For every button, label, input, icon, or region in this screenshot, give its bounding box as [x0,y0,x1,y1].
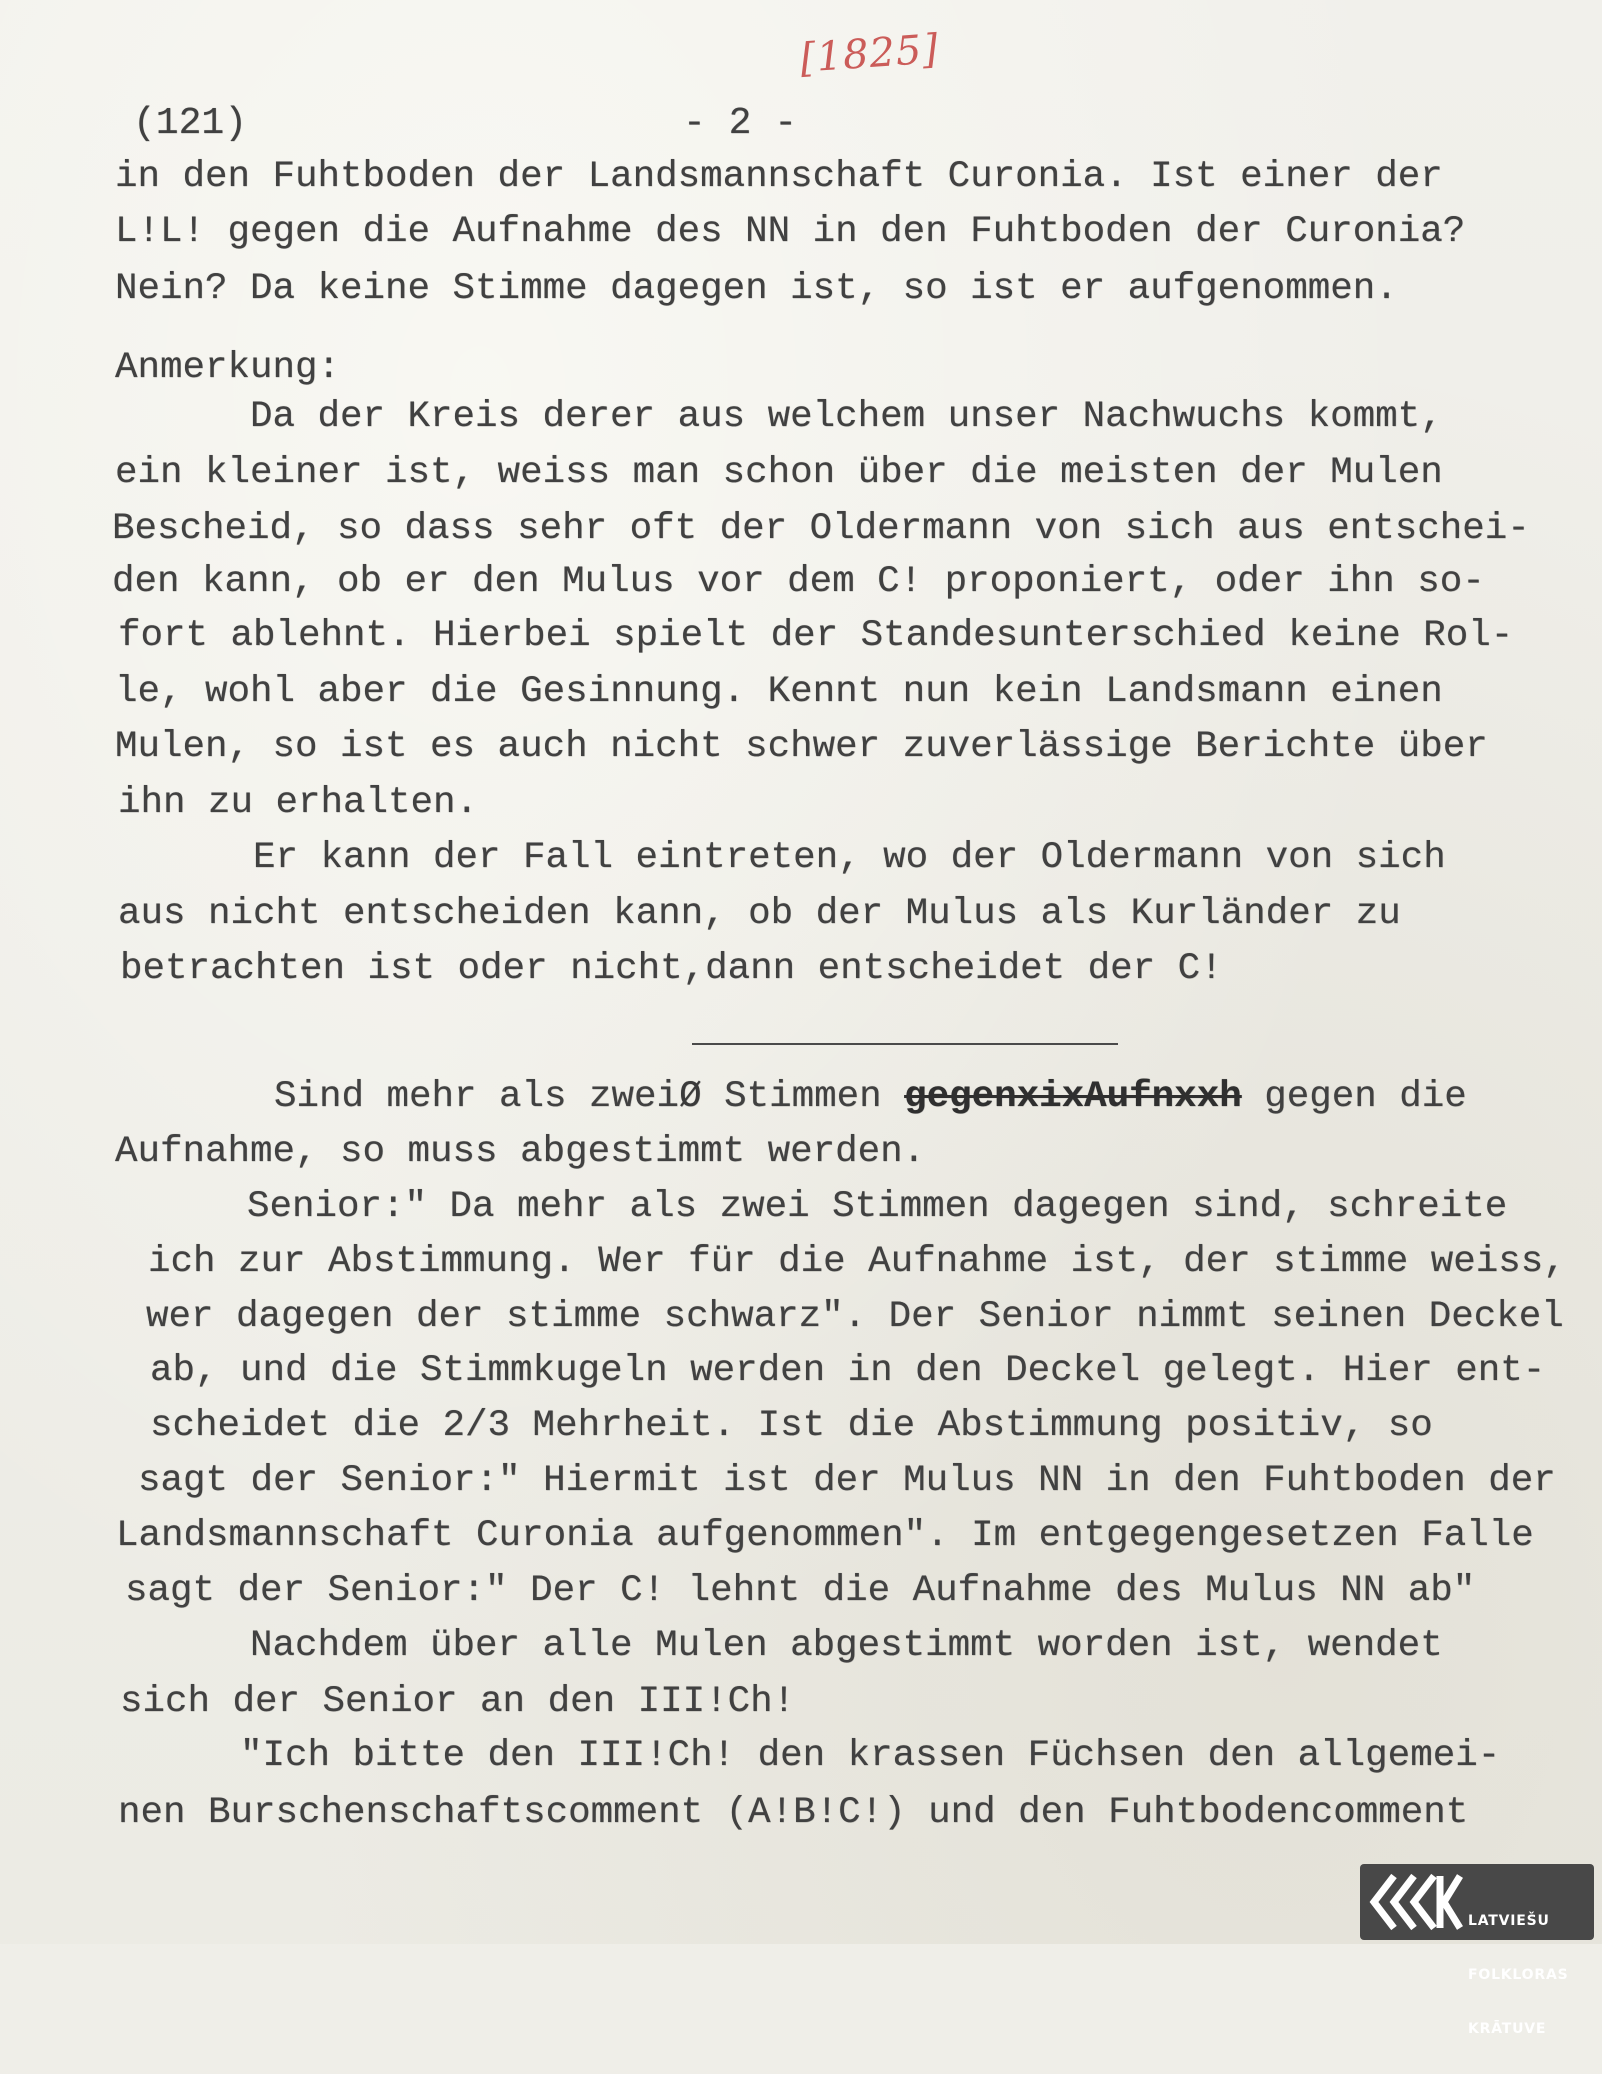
text-line: Er kann der Fall eintreten, wo der Oldermann von sich [253,837,1446,879]
page-reference: (121) [133,102,248,145]
text-line: Senior:" Da mehr als zwei Stimmen dagegen sind, schreite [247,1186,1508,1228]
logo-line: FOLKLORAS [1468,1967,1569,1983]
text-line: Bescheid, so dass sehr oft der Oldermann von sich aus entschei- [112,508,1530,550]
text-line: wer dagegen der stimme schwarz". Der Senior nimmt seinen Deckel [146,1296,1564,1338]
strike-line-mid: Stimmen [701,1076,905,1118]
text-line: fort ablehnt. Hierbei spielt der Standesunterschied keine Rol- [118,615,1514,657]
text-line-with-strikethrough [274,1075,1467,1119]
text-line: Nachdem über alle Mulen abgestimmt worden ist, wendet [250,1625,1443,1667]
overtyped-character: Ø [679,1076,702,1118]
section-heading: Anmerkung: [115,347,341,389]
text-line: nen Burschenschaftscomment (A!B!C!) und den Fuhtbodencomment [118,1792,1469,1834]
text-line: sich der Senior an den III!Ch! [120,1681,796,1723]
text-line: Nein? Da keine Stimme dagegen ist, so ist er aufgenommen. [115,268,1398,310]
text-line: ab, und die Stimmkugeln werden in den Deckel gelegt. Hier ent- [150,1350,1546,1392]
text-line: sagt der Senior:" Der C! lehnt die Aufnahme des Mulus NN ab" [125,1570,1476,1612]
logo-line: LATVIEŠU [1468,1913,1550,1929]
text-line: "Ich bitte den III!Ch! den krassen Füchsen den allgemei- [240,1735,1501,1777]
divider-line [692,1043,1118,1045]
chevron-k-logo-icon [1368,1872,1464,1932]
text-line: den kann, ob er den Mulus vor dem C! proponiert, oder ihn so- [112,561,1485,603]
strike-line-before: Sind mehr als zwei [274,1076,680,1118]
strike-line-after: gegen die [1241,1076,1467,1118]
archive-mark: [1825] [798,26,941,82]
text-line: aus nicht entscheiden kann, ob der Mulus als Kurländer zu [118,893,1401,935]
text-line: Mulen, so ist es auch nicht schwer zuverlässige Berichte über [115,726,1488,768]
text-line: le, wohl aber die Gesinnung. Kennt nun kein Landsmann einen [115,671,1443,713]
text-line: ihn zu erhalten. [118,782,479,824]
logo-line: KRĀTUVE [1468,2021,1547,2037]
struck-out-text: gegenxixAufnxxh [904,1076,1242,1118]
text-line: L!L! gegen die Aufnahme des NN in den Fuhtboden der Curonia? [115,211,1466,253]
text-line: ein kleiner ist, weiss man schon über die meisten der Mulen [115,452,1443,494]
archive-logo [1360,1864,1594,2037]
text-line: betrachten ist oder nicht,dann entscheidet der C! [120,948,1223,990]
logo-wordmark [1468,1876,1568,2074]
text-line: in den Fuhtboden der Landsmannschaft Curonia. Ist einer der [115,156,1443,198]
text-line: sagt der Senior:" Hiermit ist der Mulus NN in den Fuhtboden der [138,1460,1556,1502]
text-line: Aufnahme, so muss abgestimmt werden. [115,1131,926,1173]
text-line: Landsmannschaft Curonia aufgenommen". Im entgegengesetzen Falle [116,1515,1534,1557]
page-number: - 2 - [683,102,798,145]
text-line: ich zur Abstimmung. Wer für die Aufnahme ist, der stimme weiss, [148,1241,1566,1283]
text-line: Da der Kreis derer aus welchem unser Nachwuchs kommt, [250,396,1443,438]
text-line: scheidet die 2/3 Mehrheit. Ist die Abstimmung positiv, so [150,1405,1433,1447]
